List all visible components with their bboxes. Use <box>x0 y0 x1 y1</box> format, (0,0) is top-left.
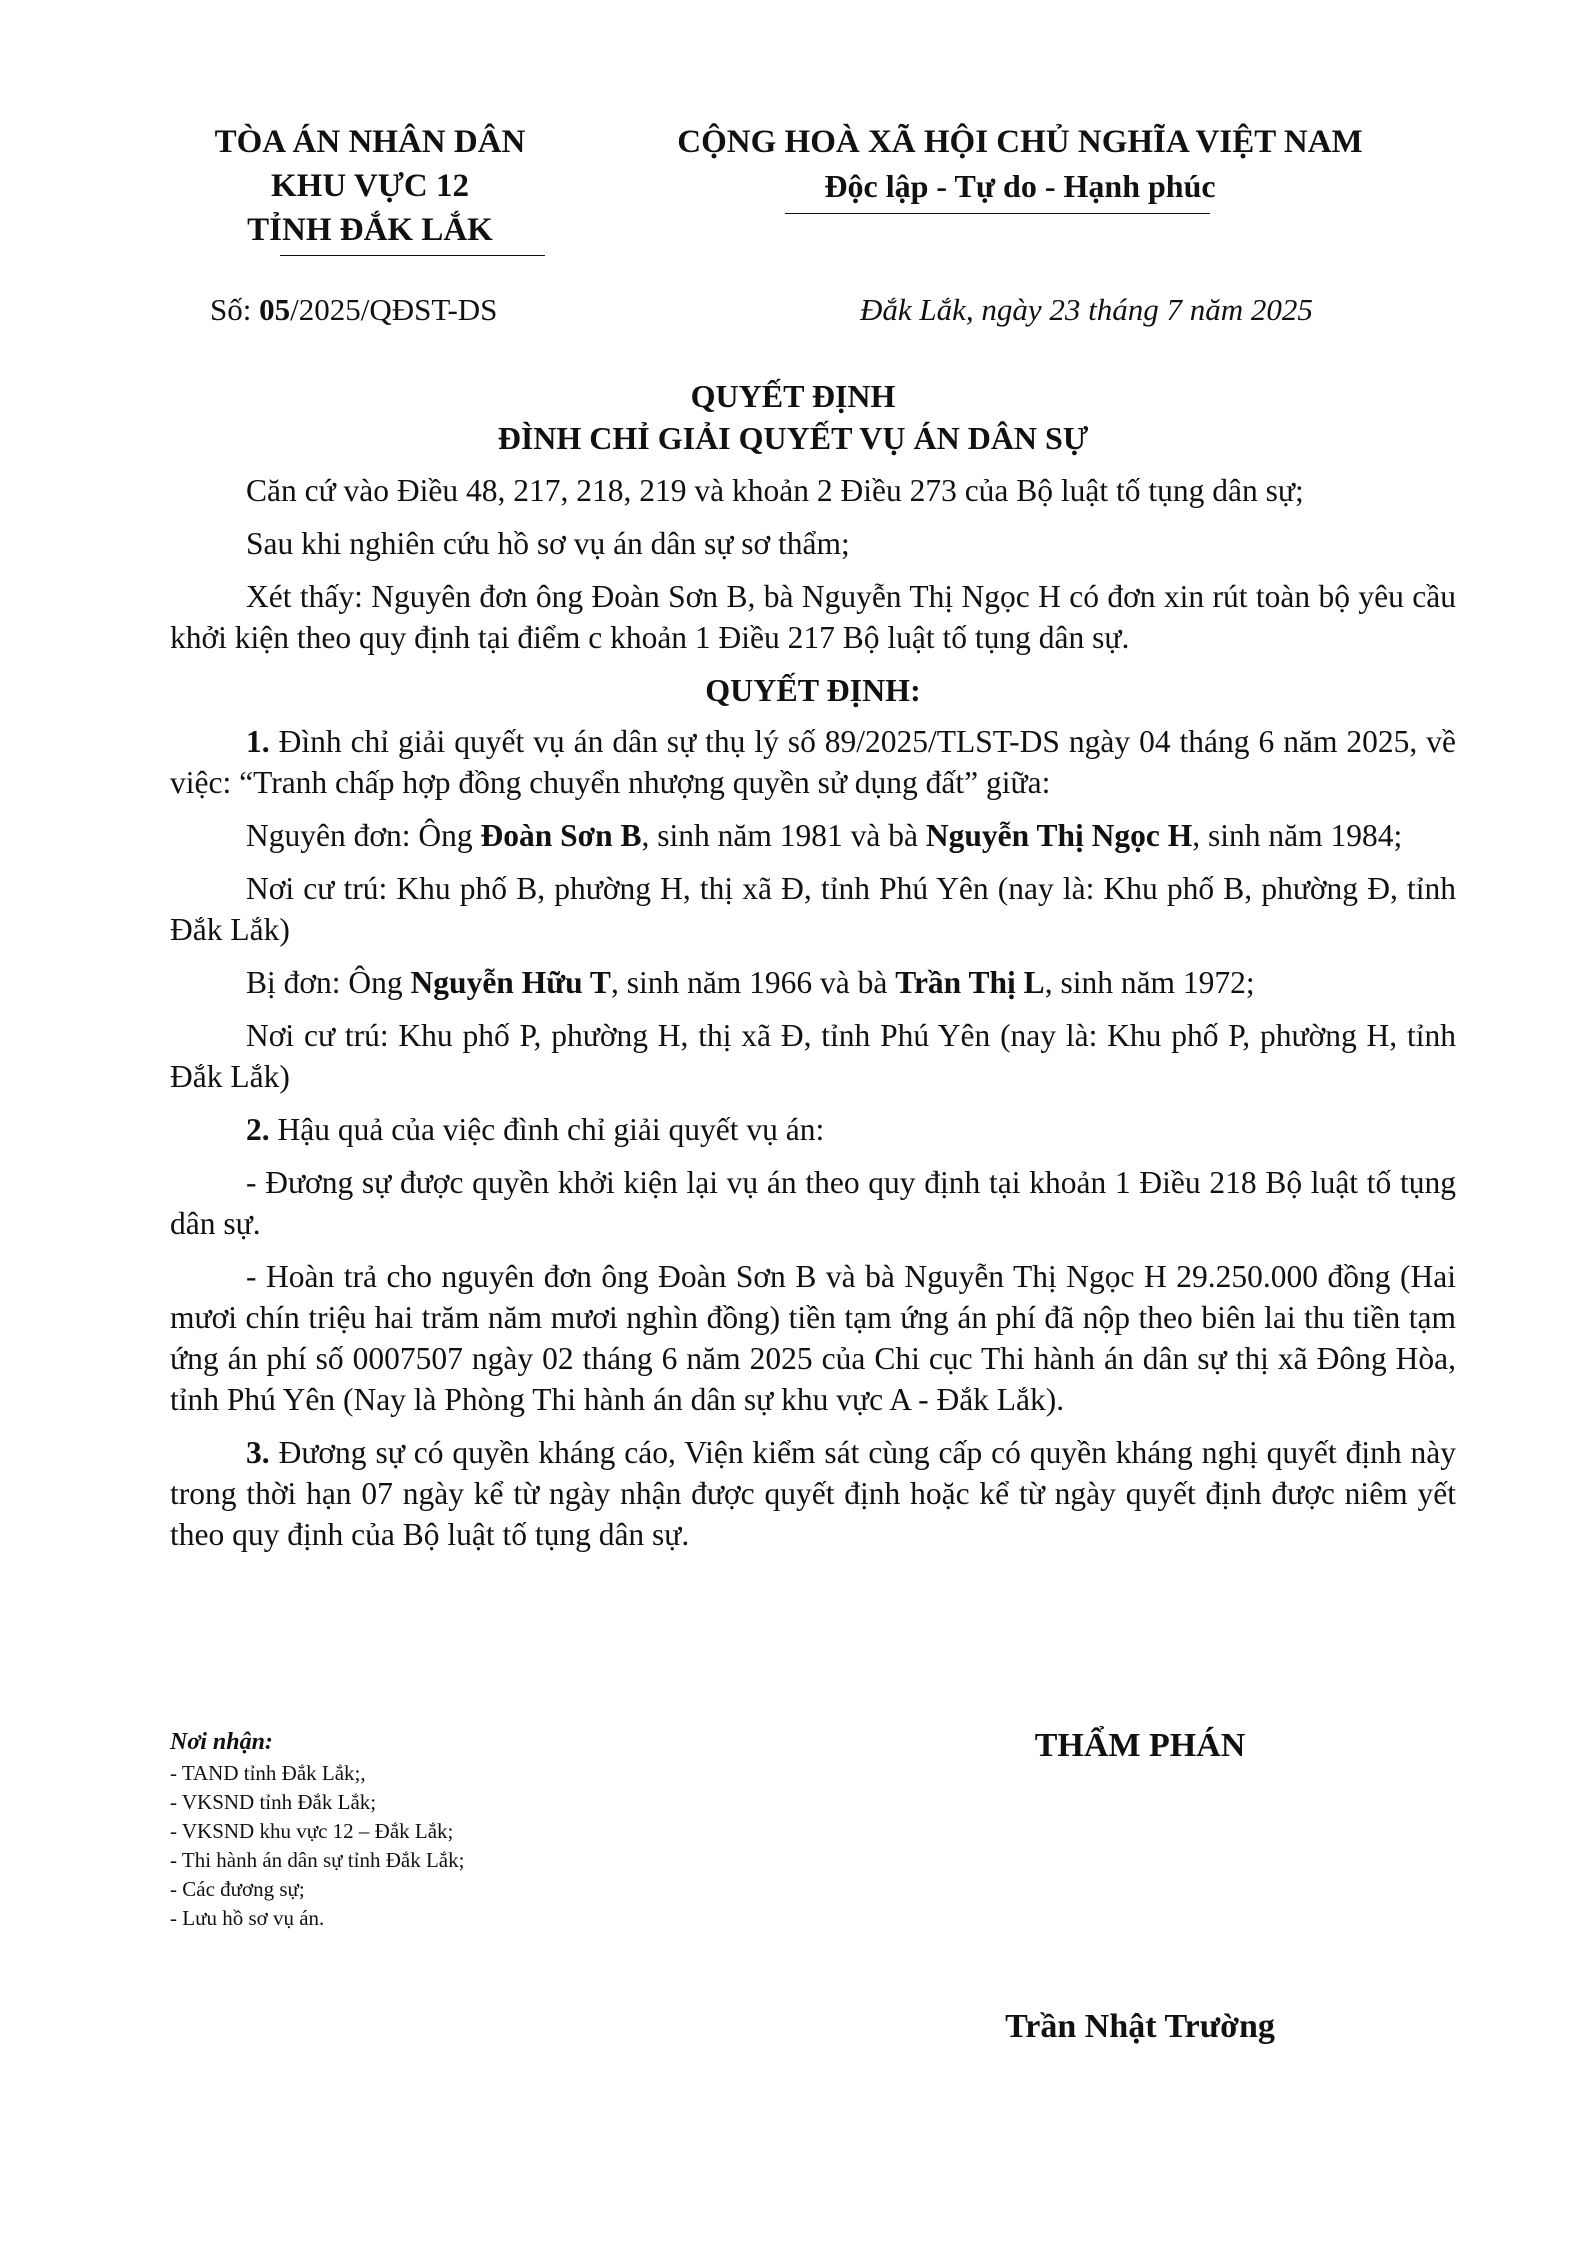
plaintiff-paragraph: Nguyên đơn: Ông Đoàn Sơn B, sinh năm 1981 và bà Nguyễn Thị Ngọc H, sinh năm 1984; <box>246 818 1403 853</box>
national-motto: Độc lập - Tự do - Hạnh phúc <box>824 168 1216 204</box>
plaintiff-address: Nơi cư trú: Khu phố B, phường H, thị xã Đ, tỉnh Phú Yên (nay là: Khu phố B, phường Đ, tỉnh Đắk Lắk) <box>170 871 1456 947</box>
court-name-line3: TỈNH ĐẮK LẮK <box>247 212 493 248</box>
court-name-line1: TÒA ÁN NHÂN DÂN <box>214 124 526 160</box>
recipient-item: - Thi hành án dân sự tỉnh Đắk Lắk; <box>170 1848 465 1872</box>
decision-item-3: 3. Đương sự có quyền kháng cáo, Viện kiểm sát cùng cấp có quyền kháng nghị quyết định này trong thời hạn 07 ngày kể từ ngày nhận được quyết định hoặc kể từ ngày quyết định được niêm yết theo quy định của Bộ luật tố tụng dân sự. <box>170 1435 1456 1552</box>
motto-underline <box>785 213 1210 214</box>
review-paragraph: Sau khi nghiên cứu hồ sơ vụ án dân sự sơ thẩm; <box>246 526 850 561</box>
decision-item-1: 1. Đình chỉ giải quyết vụ án dân sự thụ lý số 89/2025/TLST-DS ngày 04 tháng 6 năm 2025, về việc: “Tranh chấp hợp đồng chuyển nhượng quyền sử dụng đất” giữa: <box>170 724 1456 800</box>
defendant-address: Nơi cư trú: Khu phố P, phường H, thị xã Đ, tỉnh Phú Yên (nay là: Khu phố P, phường H, tỉnh Đắk Lắk) <box>170 1018 1456 1094</box>
document-number: Số: 05/2025/QĐST-DS <box>210 292 498 327</box>
signer-role: THẨM PHÁN <box>1034 1727 1246 1764</box>
defendant-paragraph: Bị đơn: Ông Nguyễn Hữu T, sinh năm 1966 và bà Trần Thị L, sinh năm 1972; <box>246 965 1255 1000</box>
recipient-item: - Lưu hồ sơ vụ án. <box>170 1906 325 1930</box>
recipient-item: - VKSND tỉnh Đắk Lắk; <box>170 1790 377 1814</box>
signer-name: Trần Nhật Trường <box>1005 2008 1275 2045</box>
recipient-item: - Các đương sự; <box>170 1877 305 1901</box>
document-body <box>170 470 1456 1567</box>
consequence-refile: - Đương sự được quyền khởi kiện lại vụ án theo quy định tại khoản 1 Điều 218 Bộ luật tố tụng dân sự. <box>170 1165 1456 1241</box>
document-title: QUYẾT ĐỊNH <box>690 378 896 414</box>
recipient-item: - VKSND khu vực 12 – Đắk Lắk; <box>170 1819 454 1843</box>
place-date: Đắk Lắk, ngày 23 tháng 7 năm 2025 <box>860 292 1313 327</box>
recipient-item: - TAND tỉnh Đắk Lắk;, <box>170 1761 366 1785</box>
national-header <box>600 120 1440 208</box>
court-name-line2: KHU VỰC 12 <box>271 168 469 204</box>
legal-basis-paragraph: Căn cứ vào Điều 48, 217, 218, 219 và khoản 2 Điều 273 của Bộ luật tố tụng dân sự; <box>246 473 1304 508</box>
recipients-title: Nơi nhận: <box>170 1729 273 1755</box>
decision-item-2: 2. Hậu quả của việc đình chỉ giải quyết vụ án: <box>246 1112 825 1147</box>
decision-heading: QUYẾT ĐỊNH: <box>705 672 921 708</box>
finding-paragraph: Xét thấy: Nguyên đơn ông Đoàn Sơn B, bà Nguyễn Thị Ngọc H có đơn xin rút toàn bộ yêu cầu khởi kiện theo quy định tại điểm c khoản 1 Điều 217 Bộ luật tố tụng dân sự. <box>170 579 1456 655</box>
country-name: CỘNG HOÀ XÃ HỘI CHỦ NGHĨA VIỆT NAM <box>677 124 1363 160</box>
court-header-underline <box>280 255 545 256</box>
consequence-refund: - Hoàn trả cho nguyên đơn ông Đoàn Sơn B và bà Nguyễn Thị Ngọc H 29.250.000 đồng (Hai mươi chín triệu hai trăm năm mươi nghìn đồng) tiền tạm ứng án phí đã nộp theo biên lai thu tiền tạm ứng án phí số 0007507 ngày 02 tháng 6 năm 2025 của Chi cục Thi hành án dân sự thị xã Đông Hòa, tỉnh Phú Yên (Nay là Phòng Thi hành án dân sự khu vực A - Đắk Lắk). <box>170 1259 1456 1417</box>
recipients-list <box>170 1728 730 1933</box>
court-header <box>150 120 590 252</box>
document-subtitle: ĐÌNH CHỈ GIẢI QUYẾT VỤ ÁN DÂN SỰ <box>497 420 1089 456</box>
